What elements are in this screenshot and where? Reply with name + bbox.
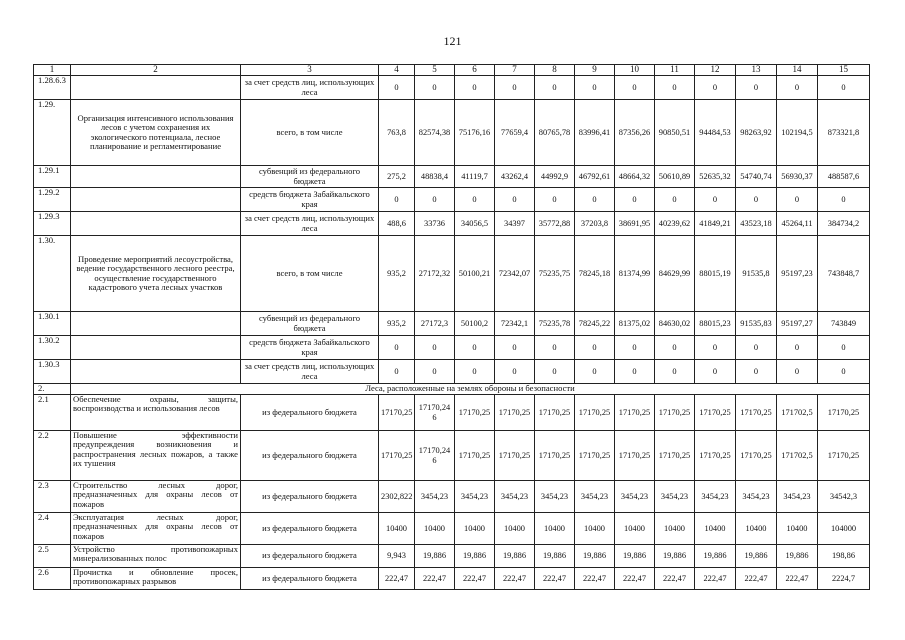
row-value: 0: [736, 336, 777, 360]
row-value: 75235,78: [535, 312, 575, 336]
row-value: 488587,6: [818, 166, 870, 188]
row-value: 3454,23: [655, 481, 695, 513]
row-value: 3454,23: [736, 481, 777, 513]
row-value: 41119,7: [455, 166, 495, 188]
row-value: 222,47: [655, 568, 695, 590]
row-value: 82574,38: [415, 100, 455, 166]
row-value: 95197,27: [777, 312, 818, 336]
row-value: 3454,23: [575, 481, 615, 513]
row-value: 48664,32: [615, 166, 655, 188]
row-name: Обеспечение охраны, защиты, воспроизводства и использования лесов: [71, 395, 241, 431]
row-value: 935,2: [379, 236, 415, 312]
row-value: 34542,3: [818, 481, 870, 513]
section-title: Леса, расположенные на землях обороны и безопасности: [71, 384, 870, 395]
row-value: 81374,99: [615, 236, 655, 312]
column-number: 3: [241, 65, 379, 76]
row-value: 52635,32: [695, 166, 736, 188]
row-value: 9,943: [379, 545, 415, 568]
row-code: 1.29.1: [34, 166, 71, 188]
row-value: 488,6: [379, 212, 415, 236]
row-value: 50100,2: [455, 312, 495, 336]
row-value: 17170,25: [615, 395, 655, 431]
table-row: [34, 568, 870, 590]
row-value: 0: [818, 76, 870, 100]
table-row: [34, 545, 870, 568]
table-row: [34, 336, 870, 360]
row-value: 0: [695, 76, 736, 100]
row-value: 17170,25: [736, 395, 777, 431]
row-source: субвенций из федерального бюджета: [241, 166, 379, 188]
row-value: 0: [535, 188, 575, 212]
row-value: 0: [575, 76, 615, 100]
row-name: Устройство противопожарных минерализованных полос: [71, 545, 241, 568]
row-value: 17170,25: [818, 395, 870, 431]
column-number: 12: [695, 65, 736, 76]
row-value: 19,886: [415, 545, 455, 568]
table-row: [34, 431, 870, 481]
table-row: [34, 395, 870, 431]
row-value: 0: [615, 188, 655, 212]
row-value: 27172,32: [415, 236, 455, 312]
row-value: 0: [415, 188, 455, 212]
row-value: 3454,23: [455, 481, 495, 513]
table-row: [34, 100, 870, 166]
row-value: 19,886: [736, 545, 777, 568]
row-value: 222,47: [455, 568, 495, 590]
row-code: 2.5: [34, 545, 71, 568]
page-number: 121: [443, 34, 462, 48]
row-value: 0: [777, 360, 818, 384]
row-value: 72342,07: [495, 236, 535, 312]
row-name: [71, 336, 241, 360]
row-value: 3454,23: [415, 481, 455, 513]
row-code: 1.29.3: [34, 212, 71, 236]
row-value: 17170,25: [495, 431, 535, 481]
row-value: 88015,19: [695, 236, 736, 312]
row-value: 17170,24 6: [415, 395, 455, 431]
row-value: 17170,25: [495, 395, 535, 431]
table-row: [34, 236, 870, 312]
row-value: 3454,23: [615, 481, 655, 513]
table-row: [34, 76, 870, 100]
row-code: 1.29.: [34, 100, 71, 166]
row-value: 0: [455, 336, 495, 360]
column-number: 1: [34, 65, 71, 76]
row-value: 91535,83: [736, 312, 777, 336]
row-source: средств бюджета Забайкальского края: [241, 188, 379, 212]
table-row: [34, 360, 870, 384]
row-value: 19,886: [615, 545, 655, 568]
row-value: 0: [379, 336, 415, 360]
row-value: 19,886: [655, 545, 695, 568]
row-value: 0: [777, 188, 818, 212]
row-value: 198,86: [818, 545, 870, 568]
column-number: 6: [455, 65, 495, 76]
row-value: 81375,02: [615, 312, 655, 336]
row-value: 10400: [655, 513, 695, 545]
row-value: 75176,16: [455, 100, 495, 166]
row-value: 19,886: [695, 545, 736, 568]
row-value: 17170,25: [379, 431, 415, 481]
row-value: 43262,4: [495, 166, 535, 188]
row-value: 743848,7: [818, 236, 870, 312]
row-value: 19,886: [495, 545, 535, 568]
row-code: 1.30.2: [34, 336, 71, 360]
row-name: Прочистка и обновление просек, противопожарных разрывов: [71, 568, 241, 590]
row-source: из федерального бюджета: [241, 431, 379, 481]
row-value: 46792,61: [575, 166, 615, 188]
row-value: 0: [495, 76, 535, 100]
row-value: 78245,18: [575, 236, 615, 312]
row-value: 222,47: [535, 568, 575, 590]
table-row: [34, 212, 870, 236]
row-value: 10400: [455, 513, 495, 545]
row-value: 873321,8: [818, 100, 870, 166]
row-value: 56930,37: [777, 166, 818, 188]
row-value: 0: [379, 360, 415, 384]
row-value: 17170,25: [379, 395, 415, 431]
row-value: 19,886: [535, 545, 575, 568]
row-value: 95197,23: [777, 236, 818, 312]
row-code: 2.2: [34, 431, 71, 481]
row-value: 0: [615, 360, 655, 384]
row-source: из федерального бюджета: [241, 481, 379, 513]
row-code: 1.29.2: [34, 188, 71, 212]
row-value: 935,2: [379, 312, 415, 336]
row-value: 0: [455, 188, 495, 212]
row-name: [71, 188, 241, 212]
row-value: 743849: [818, 312, 870, 336]
row-value: 0: [736, 76, 777, 100]
table-row: [34, 513, 870, 545]
row-value: 222,47: [379, 568, 415, 590]
row-value: 0: [535, 336, 575, 360]
row-value: 90850,51: [655, 100, 695, 166]
section-row: [34, 384, 870, 395]
table-row: [34, 166, 870, 188]
row-value: 33736: [415, 212, 455, 236]
row-value: 0: [615, 76, 655, 100]
row-value: 83996,41: [575, 100, 615, 166]
row-value: 50100,21: [455, 236, 495, 312]
row-value: 222,47: [575, 568, 615, 590]
row-value: 0: [495, 360, 535, 384]
row-source: всего, в том числе: [241, 100, 379, 166]
row-source: из федерального бюджета: [241, 568, 379, 590]
row-value: 10400: [777, 513, 818, 545]
row-value: 0: [495, 336, 535, 360]
column-number: 9: [575, 65, 615, 76]
row-name: [71, 166, 241, 188]
row-value: 0: [615, 336, 655, 360]
column-number: 8: [535, 65, 575, 76]
row-value: 54740,74: [736, 166, 777, 188]
row-value: 10400: [379, 513, 415, 545]
row-value: 0: [415, 360, 455, 384]
row-value: 10400: [495, 513, 535, 545]
row-value: 0: [818, 336, 870, 360]
row-value: 17170,25: [695, 395, 736, 431]
row-value: 384734,2: [818, 212, 870, 236]
row-source: за счет средств лиц, использующих леса: [241, 360, 379, 384]
row-value: 0: [379, 76, 415, 100]
row-name: [71, 76, 241, 100]
row-value: 84629,99: [655, 236, 695, 312]
row-value: 84630,02: [655, 312, 695, 336]
row-value: 0: [655, 360, 695, 384]
row-value: 10400: [575, 513, 615, 545]
row-value: 87356,26: [615, 100, 655, 166]
row-value: 0: [695, 360, 736, 384]
row-value: 222,47: [695, 568, 736, 590]
row-value: 94484,53: [695, 100, 736, 166]
row-source: средств бюджета Забайкальского края: [241, 336, 379, 360]
row-value: 17170,25: [655, 395, 695, 431]
row-code: 1.30.1: [34, 312, 71, 336]
row-value: 17170,25: [455, 395, 495, 431]
row-source: из федерального бюджета: [241, 395, 379, 431]
row-value: 0: [818, 188, 870, 212]
row-value: 37203,8: [575, 212, 615, 236]
row-source: за счет средств лиц, использующих леса: [241, 212, 379, 236]
row-value: 0: [379, 188, 415, 212]
row-value: 17170,25: [575, 395, 615, 431]
row-value: 34397: [495, 212, 535, 236]
table-header-row: [34, 65, 870, 76]
row-code: 2.4: [34, 513, 71, 545]
row-value: 88015,23: [695, 312, 736, 336]
row-value: 19,886: [455, 545, 495, 568]
row-value: 275,2: [379, 166, 415, 188]
row-value: 0: [736, 360, 777, 384]
row-value: 17170,25: [575, 431, 615, 481]
row-value: 104000: [818, 513, 870, 545]
row-value: 44992,9: [535, 166, 575, 188]
row-value: 17170,24 6: [415, 431, 455, 481]
table-row: [34, 188, 870, 212]
row-value: 10400: [535, 513, 575, 545]
row-value: 34056,5: [455, 212, 495, 236]
row-name: Строительство лесных дорог, предназначенных для охраны лесов от пожаров: [71, 481, 241, 513]
row-value: 91535,8: [736, 236, 777, 312]
budget-table: [33, 64, 870, 590]
row-value: 0: [575, 360, 615, 384]
table-row: [34, 312, 870, 336]
row-source: субвенций из федерального бюджета: [241, 312, 379, 336]
row-value: 0: [455, 76, 495, 100]
row-name: [71, 312, 241, 336]
row-value: 0: [655, 76, 695, 100]
row-name: [71, 212, 241, 236]
row-name: [71, 360, 241, 384]
row-name: Эксплуатация лесных дорог, предназначенных для охраны лесов от пожаров: [71, 513, 241, 545]
row-value: 38691,95: [615, 212, 655, 236]
column-number: 15: [818, 65, 870, 76]
row-source: из федерального бюджета: [241, 513, 379, 545]
row-value: 763,8: [379, 100, 415, 166]
row-value: 10400: [695, 513, 736, 545]
row-value: 222,47: [777, 568, 818, 590]
row-value: 50610,89: [655, 166, 695, 188]
row-value: 17170,25: [455, 431, 495, 481]
column-number: 13: [736, 65, 777, 76]
row-value: 0: [736, 188, 777, 212]
row-value: 3454,23: [535, 481, 575, 513]
row-value: 17170,25: [535, 431, 575, 481]
row-value: 40239,62: [655, 212, 695, 236]
column-number: 5: [415, 65, 455, 76]
row-value: 48838,4: [415, 166, 455, 188]
row-value: 17170,25: [736, 431, 777, 481]
row-value: 17170,25: [695, 431, 736, 481]
table-row: [34, 481, 870, 513]
row-value: 19,886: [777, 545, 818, 568]
row-value: 10400: [736, 513, 777, 545]
row-name: Повышение эффективности предупреждения возникновения и распространения лесных пожаров, а также их тушения: [71, 431, 241, 481]
row-value: 75235,75: [535, 236, 575, 312]
row-value: 0: [455, 360, 495, 384]
row-value: 0: [535, 360, 575, 384]
row-value: 78245,22: [575, 312, 615, 336]
column-number: 10: [615, 65, 655, 76]
row-value: 0: [535, 76, 575, 100]
row-value: 35772,88: [535, 212, 575, 236]
row-value: 80765,78: [535, 100, 575, 166]
row-value: 171702,5: [777, 431, 818, 481]
row-value: 77659,4: [495, 100, 535, 166]
row-value: 3454,23: [495, 481, 535, 513]
row-value: 0: [575, 188, 615, 212]
row-value: 45264,11: [777, 212, 818, 236]
row-value: 72342,1: [495, 312, 535, 336]
row-code: 1.30.: [34, 236, 71, 312]
column-number: 2: [71, 65, 241, 76]
row-value: 222,47: [615, 568, 655, 590]
row-value: 0: [695, 336, 736, 360]
row-value: 0: [655, 336, 695, 360]
column-number: 4: [379, 65, 415, 76]
row-value: 0: [818, 360, 870, 384]
row-source: за счет средств лиц, использующих леса: [241, 76, 379, 100]
row-value: 3454,23: [695, 481, 736, 513]
row-code: 2.1: [34, 395, 71, 431]
row-value: 0: [415, 76, 455, 100]
row-value: 10400: [415, 513, 455, 545]
row-value: 98263,92: [736, 100, 777, 166]
row-value: 0: [415, 336, 455, 360]
row-value: 0: [777, 76, 818, 100]
row-value: 3454,23: [777, 481, 818, 513]
row-value: 0: [695, 188, 736, 212]
row-value: 41849,21: [695, 212, 736, 236]
row-value: 0: [575, 336, 615, 360]
row-name: Проведение мероприятий лесоустройства, ведение государственного лесного реестра, осуществление государственного кадастрового учета лесных участков: [71, 236, 241, 312]
row-value: 102194,5: [777, 100, 818, 166]
column-number: 14: [777, 65, 818, 76]
row-value: 17170,25: [535, 395, 575, 431]
row-value: 17170,25: [655, 431, 695, 481]
row-code: 2.6: [34, 568, 71, 590]
row-value: 10400: [615, 513, 655, 545]
row-value: 2302,822: [379, 481, 415, 513]
row-value: 0: [777, 336, 818, 360]
row-value: 222,47: [415, 568, 455, 590]
row-value: 17170,25: [818, 431, 870, 481]
row-value: 222,47: [495, 568, 535, 590]
row-value: 2224,7: [818, 568, 870, 590]
row-value: 27172,3: [415, 312, 455, 336]
row-value: 0: [495, 188, 535, 212]
row-value: 43523,18: [736, 212, 777, 236]
row-value: 0: [655, 188, 695, 212]
row-value: 171702,5: [777, 395, 818, 431]
row-value: 222,47: [736, 568, 777, 590]
row-value: 19,886: [575, 545, 615, 568]
column-number: 7: [495, 65, 535, 76]
row-code: 1.28.6.3: [34, 76, 71, 100]
column-number: 11: [655, 65, 695, 76]
row-value: 17170,25: [615, 431, 655, 481]
section-code: 2.: [34, 384, 71, 395]
row-name: Организация интенсивного использования лесов с учетом сохранения их экологического потенциала, лесное планирование и регламентирование: [71, 100, 241, 166]
row-code: 1.30.3: [34, 360, 71, 384]
row-source: всего, в том числе: [241, 236, 379, 312]
row-source: из федерального бюджета: [241, 545, 379, 568]
row-code: 2.3: [34, 481, 71, 513]
